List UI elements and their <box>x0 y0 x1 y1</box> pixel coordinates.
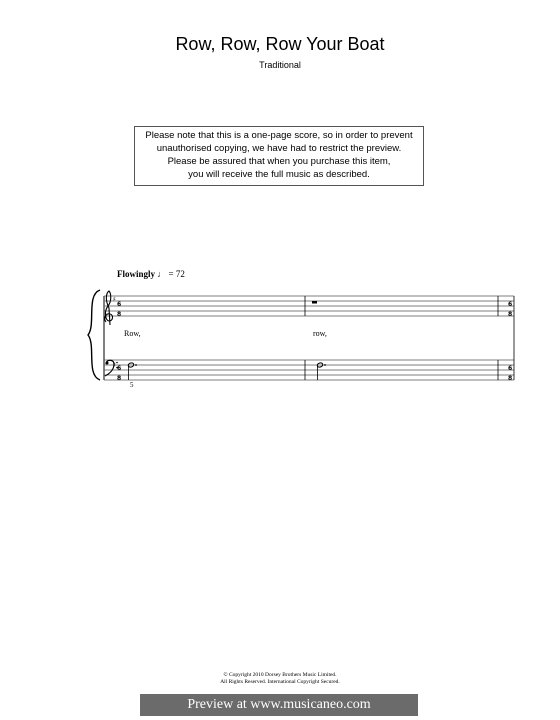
svg-text:8: 8 <box>508 375 513 382</box>
fingering-number: 5 <box>130 381 134 389</box>
treble-staff <box>104 296 514 316</box>
whole-rest-icon <box>312 301 317 304</box>
composer-credit: Traditional <box>259 60 301 70</box>
preview-banner[interactable]: Preview at www.musicaneo.com <box>140 694 418 716</box>
tempo-value: = 72 <box>168 269 185 279</box>
score-title: Row, Row, Row Your Boat <box>175 34 385 54</box>
svg-text:6: 6 <box>117 365 122 372</box>
copyright-line: © Copyright 2010 Dorsey Brothers Music Limited. <box>223 672 337 678</box>
lyric-syllable: Row, <box>124 329 141 338</box>
tempo-word: Flowingly <box>117 269 156 279</box>
notice-line: unauthorised copying, we have had to restrict the preview. <box>156 143 402 154</box>
brace-icon <box>88 290 100 380</box>
svg-text:6: 6 <box>508 301 513 308</box>
copyright-notice <box>0 672 560 686</box>
notice-line: Please be assured that when you purchase this item, <box>167 156 391 167</box>
svg-text:8: 8 <box>117 375 122 382</box>
sharp-icon: ♯ <box>113 296 116 303</box>
svg-text:8: 8 <box>117 311 122 318</box>
sharp-icon: ♯ <box>113 362 116 369</box>
svg-text:8: 8 <box>508 311 513 318</box>
notice-line: you will receive the full music as described. <box>188 169 370 180</box>
lyric-syllable: row, <box>313 329 327 338</box>
svg-text:6: 6 <box>508 365 513 372</box>
svg-text:6: 6 <box>117 301 122 308</box>
notice-line: Please note that this is a one-page score, so in order to prevent <box>145 130 413 141</box>
bass-staff <box>104 360 514 380</box>
quarter-note-icon: ♩ <box>157 269 167 279</box>
copyright-line: All Rights Reserved. International Copyright Secured. <box>220 679 340 685</box>
